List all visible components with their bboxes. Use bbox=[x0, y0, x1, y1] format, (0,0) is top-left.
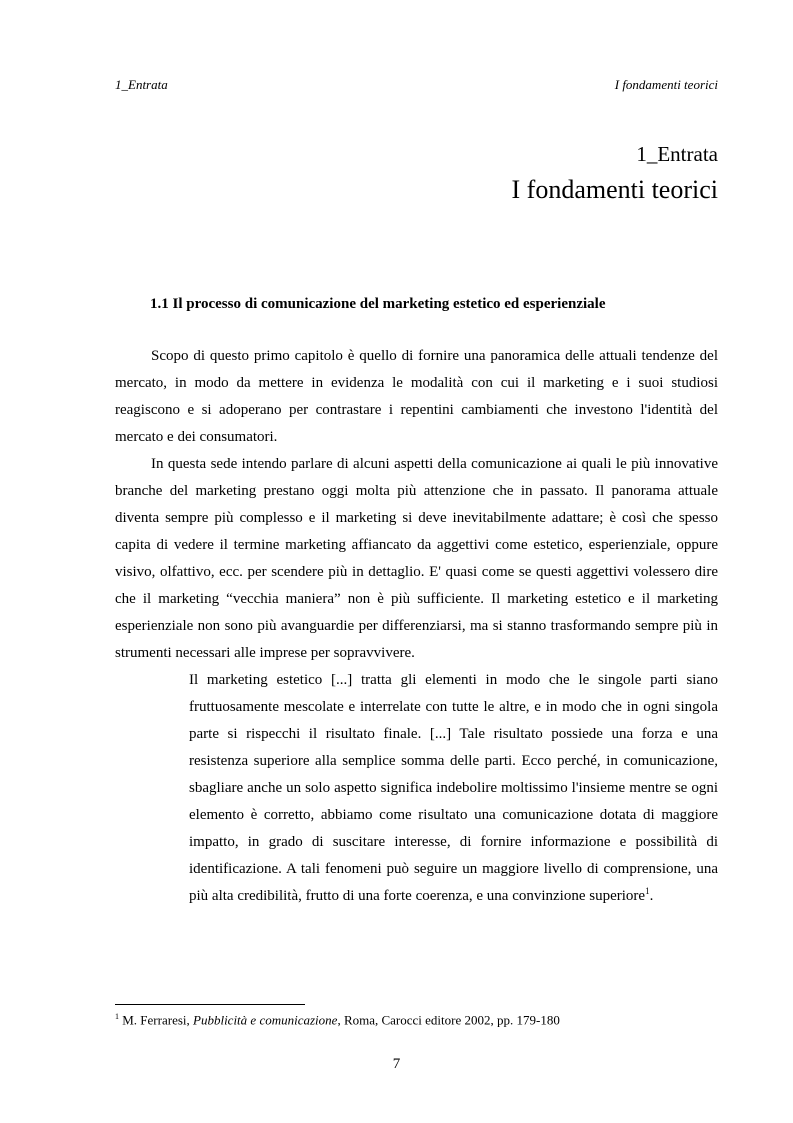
footnote-separator bbox=[115, 1004, 305, 1005]
footnote-rest: , Roma, Carocci editore 2002, pp. 179-180 bbox=[337, 1012, 560, 1028]
quote-end: . bbox=[649, 888, 654, 904]
page-number: 7 bbox=[392, 1056, 401, 1072]
running-header-left: 1_Entrata bbox=[115, 77, 168, 92]
footnote-author: M. Ferraresi, bbox=[119, 1012, 194, 1028]
block-quote bbox=[189, 667, 718, 910]
section-heading: 1.1 Il processo di comunicazione del marketing estetico ed esperienziale bbox=[150, 296, 606, 312]
quote-text: Il marketing estetico [...] tratta gli elementi in modo che le singole parti siano fruttuosamente mescolate e interrelate con tutte le altre, e in modo che in ogni singola parte si rispecchi il risultato finale. [...] Tale risultato possiede una forza e una resistenza superiore alla semplice somma delle parti. Ecco perché, in comunicazione, sbagliare anche un solo aspetto significa indebolire moltissimo l'insieme mentre se ogni elemento è corretto, abbiamo come risultato una comunicazione dotata di maggiore impatto, in grado di suscitare interesse, di fornire informazione e possibilità di identificazione. A tali fenomeni può seguire un maggiore livello di comprensione, una più alta credibilità, frutto di una forte coerenza, e una convinzione superiore bbox=[189, 672, 718, 904]
footnote-reference[interactable]: 1 bbox=[645, 886, 650, 896]
footnote-title: Pubblicità e comunicazione bbox=[193, 1012, 338, 1028]
paragraph-1: Scopo di questo primo capitolo è quello di fornire una panoramica delle attuali tendenze del mercato, in modo da mettere in evidenza le modalità con cui il marketing e i suoi studiosi reagiscono e si adoperano per contrastare i repentini cambiamenti che investono l'identità del mercato e dei consumatori. bbox=[115, 348, 718, 445]
footnote bbox=[115, 1012, 560, 1028]
footnote-marker: 1 bbox=[115, 1012, 119, 1021]
paragraph-2: In questa sede intendo parlare di alcuni aspetti della comunicazione ai quali le più innovative branche del marketing prestano oggi molta più attenzione che in passato. Il panorama attuale diventa sempre più complesso e il marketing si deve inevitabilmente adattare; è così che spesso capita di vedere il termine marketing affiancato da aggettivi come estetico, esperienziale, oppure visivo, olfattivo, ecc. per scendere più in dettaglio. E' quasi come se questi aggettivi volessero dire che il marketing “vecchia maniera” non è più sufficiente. Il marketing estetico e il marketing esperienziale non sono più avanguardie per differenziarsi, ma si stanno trasformando sempre più in strumenti necessari alle imprese per sopravvivere. bbox=[115, 456, 718, 661]
running-header-right: I fondamenti teorici bbox=[614, 77, 718, 92]
chapter-number: 1_Entrata bbox=[636, 142, 718, 166]
chapter-title: I fondamenti teorici bbox=[511, 175, 718, 204]
body-text bbox=[115, 343, 718, 910]
